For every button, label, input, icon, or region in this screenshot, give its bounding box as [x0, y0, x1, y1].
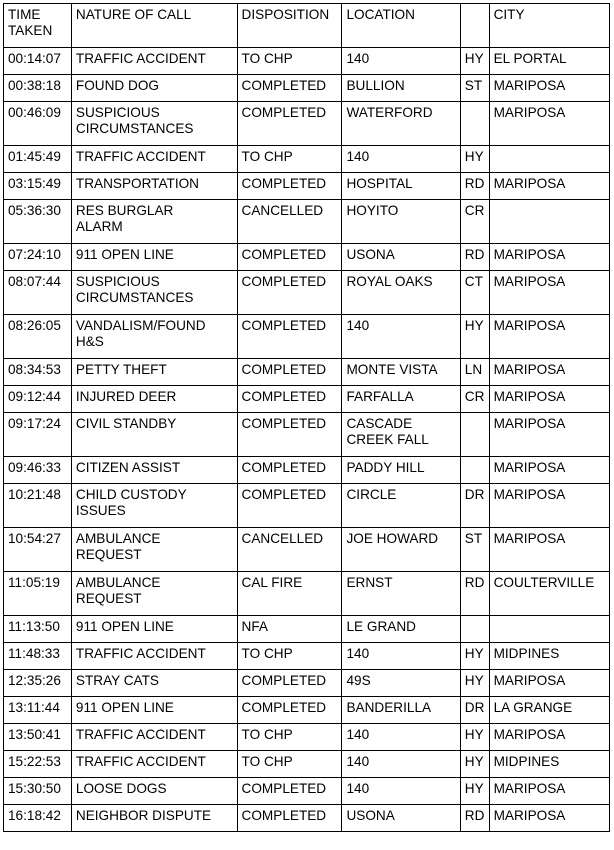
- cell-location: HOSPITAL: [342, 173, 460, 200]
- cell-time-taken: 11:05:19: [4, 572, 72, 616]
- cell-time-taken: 11:48:33: [4, 643, 72, 670]
- cell-time-taken: 12:35:26: [4, 670, 72, 697]
- cell-disposition: TO CHP: [237, 643, 342, 670]
- cell-city: MARIPOSA: [489, 359, 609, 386]
- cell-disposition: COMPLETED: [237, 102, 342, 146]
- cell-city: MARIPOSA: [489, 413, 609, 457]
- cell-location: LE GRAND: [342, 616, 460, 643]
- cell-location: BANDERILLA: [342, 697, 460, 724]
- table-row: [4, 528, 610, 572]
- cell-street-type: ST: [460, 528, 489, 572]
- cell-disposition: TO CHP: [237, 146, 342, 173]
- cell-city: MARIPOSA: [489, 484, 609, 528]
- cell-disposition: TO CHP: [237, 48, 342, 75]
- cell-city: MARIPOSA: [489, 528, 609, 572]
- cell-location: USONA: [342, 244, 460, 271]
- cell-location: 140: [342, 48, 460, 75]
- cell-nature-of-call: TRAFFIC ACCIDENT: [71, 724, 237, 751]
- table-row: [4, 386, 610, 413]
- cell-nature-of-call: LOOSE DOGS: [71, 778, 237, 805]
- cell-time-taken: 08:34:53: [4, 359, 72, 386]
- cell-city: MARIPOSA: [489, 271, 609, 315]
- cell-city: MARIPOSA: [489, 457, 609, 484]
- cell-location: MONTE VISTA: [342, 359, 460, 386]
- cell-location: HOYITO: [342, 200, 460, 244]
- cell-disposition: COMPLETED: [237, 359, 342, 386]
- cell-nature-of-call: 911 OPEN LINE: [71, 697, 237, 724]
- cell-disposition: COMPLETED: [237, 413, 342, 457]
- cell-time-taken: 09:12:44: [4, 386, 72, 413]
- cell-nature-of-call: AMBULANCE REQUEST: [71, 528, 237, 572]
- header-location: LOCATION: [342, 4, 460, 48]
- cell-nature-of-call: SUSPICIOUS CIRCUMSTANCES: [71, 271, 237, 315]
- cell-nature-of-call: PETTY THEFT: [71, 359, 237, 386]
- cell-city: MARIPOSA: [489, 778, 609, 805]
- cell-city: LA GRANGE: [489, 697, 609, 724]
- cell-location: 140: [342, 146, 460, 173]
- cell-disposition: TO CHP: [237, 751, 342, 778]
- cell-location: CASCADE CREEK FALL: [342, 413, 460, 457]
- cell-location: BULLION: [342, 75, 460, 102]
- cell-nature-of-call: CITIZEN ASSIST: [71, 457, 237, 484]
- cell-street-type: CT: [460, 271, 489, 315]
- cell-nature-of-call: TRAFFIC ACCIDENT: [71, 751, 237, 778]
- cell-time-taken: 01:45:49: [4, 146, 72, 173]
- cell-nature-of-call: VANDALISM/FOUND H&S: [71, 315, 237, 359]
- cell-nature-of-call: CHILD CUSTODY ISSUES: [71, 484, 237, 528]
- cell-disposition: TO CHP: [237, 724, 342, 751]
- cell-street-type: HY: [460, 48, 489, 75]
- cell-location: JOE HOWARD: [342, 528, 460, 572]
- table-row: [4, 484, 610, 528]
- table-row: [4, 724, 610, 751]
- cell-disposition: COMPLETED: [237, 697, 342, 724]
- cell-nature-of-call: SUSPICIOUS CIRCUMSTANCES: [71, 102, 237, 146]
- cell-nature-of-call: TRAFFIC ACCIDENT: [71, 146, 237, 173]
- table-row: [4, 805, 610, 832]
- cell-disposition: CANCELLED: [237, 200, 342, 244]
- cell-city: MARIPOSA: [489, 102, 609, 146]
- cell-street-type: HY: [460, 778, 489, 805]
- cell-time-taken: 08:07:44: [4, 271, 72, 315]
- table-row: [4, 670, 610, 697]
- cell-street-type: HY: [460, 670, 489, 697]
- cell-time-taken: 16:18:42: [4, 805, 72, 832]
- cell-location: 49S: [342, 670, 460, 697]
- cell-city: MARIPOSA: [489, 670, 609, 697]
- cell-street-type: LN: [460, 359, 489, 386]
- table-row: [4, 616, 610, 643]
- cell-city: [489, 200, 609, 244]
- table-row: [4, 146, 610, 173]
- header-street-type: [460, 4, 489, 48]
- cell-city: MARIPOSA: [489, 315, 609, 359]
- cell-city: MARIPOSA: [489, 386, 609, 413]
- cell-street-type: RD: [460, 572, 489, 616]
- cell-disposition: CAL FIRE: [237, 572, 342, 616]
- cell-city: MARIPOSA: [489, 173, 609, 200]
- cell-disposition: COMPLETED: [237, 484, 342, 528]
- cell-city: [489, 616, 609, 643]
- header-row: [4, 4, 610, 48]
- cell-city: EL PORTAL: [489, 48, 609, 75]
- cell-street-type: [460, 457, 489, 484]
- header-disposition: DISPOSITION: [237, 4, 342, 48]
- cell-street-type: HY: [460, 643, 489, 670]
- cell-time-taken: 13:50:41: [4, 724, 72, 751]
- table-row: [4, 572, 610, 616]
- cell-disposition: COMPLETED: [237, 670, 342, 697]
- cell-disposition: COMPLETED: [237, 244, 342, 271]
- cell-city: [489, 146, 609, 173]
- cell-disposition: CANCELLED: [237, 528, 342, 572]
- cell-city: MARIPOSA: [489, 75, 609, 102]
- cell-street-type: [460, 102, 489, 146]
- cell-time-taken: 09:17:24: [4, 413, 72, 457]
- header-time-taken: TIME TAKEN: [4, 4, 72, 48]
- cell-nature-of-call: AMBULANCE REQUEST: [71, 572, 237, 616]
- cell-disposition: COMPLETED: [237, 315, 342, 359]
- cell-disposition: COMPLETED: [237, 805, 342, 832]
- cell-street-type: RD: [460, 244, 489, 271]
- table-row: [4, 697, 610, 724]
- cell-nature-of-call: 911 OPEN LINE: [71, 244, 237, 271]
- cell-time-taken: 10:54:27: [4, 528, 72, 572]
- cell-nature-of-call: TRANSPORTATION: [71, 173, 237, 200]
- table-row: [4, 778, 610, 805]
- header-nature-of-call: NATURE OF CALL: [71, 4, 237, 48]
- cell-street-type: [460, 616, 489, 643]
- table-row: [4, 643, 610, 670]
- table-row: [4, 200, 610, 244]
- cell-street-type: ST: [460, 75, 489, 102]
- cell-city: MARIPOSA: [489, 244, 609, 271]
- cell-city: MARIPOSA: [489, 805, 609, 832]
- cell-nature-of-call: 911 OPEN LINE: [71, 616, 237, 643]
- cell-street-type: CR: [460, 386, 489, 413]
- cell-location: 140: [342, 315, 460, 359]
- cell-time-taken: 15:22:53: [4, 751, 72, 778]
- cell-nature-of-call: RES BURGLAR ALARM: [71, 200, 237, 244]
- table-row: [4, 413, 610, 457]
- cell-street-type: HY: [460, 315, 489, 359]
- cell-time-taken: 10:21:48: [4, 484, 72, 528]
- cell-street-type: RD: [460, 173, 489, 200]
- cell-location: USONA: [342, 805, 460, 832]
- cell-location: 140: [342, 643, 460, 670]
- cell-disposition: NFA: [237, 616, 342, 643]
- cell-street-type: HY: [460, 146, 489, 173]
- cell-street-type: DR: [460, 697, 489, 724]
- cell-location: CIRCLE: [342, 484, 460, 528]
- table-row: [4, 48, 610, 75]
- cell-nature-of-call: STRAY CATS: [71, 670, 237, 697]
- call-log-table: [3, 3, 610, 832]
- cell-time-taken: 07:24:10: [4, 244, 72, 271]
- cell-nature-of-call: FOUND DOG: [71, 75, 237, 102]
- cell-street-type: RD: [460, 805, 489, 832]
- cell-nature-of-call: NEIGHBOR DISPUTE: [71, 805, 237, 832]
- cell-disposition: COMPLETED: [237, 271, 342, 315]
- cell-time-taken: 05:36:30: [4, 200, 72, 244]
- cell-street-type: [460, 413, 489, 457]
- cell-time-taken: 08:26:05: [4, 315, 72, 359]
- table-row: [4, 751, 610, 778]
- table-row: [4, 244, 610, 271]
- cell-nature-of-call: INJURED DEER: [71, 386, 237, 413]
- cell-city: MARIPOSA: [489, 724, 609, 751]
- cell-street-type: HY: [460, 724, 489, 751]
- cell-street-type: DR: [460, 484, 489, 528]
- cell-time-taken: 13:11:44: [4, 697, 72, 724]
- cell-city: MIDPINES: [489, 643, 609, 670]
- cell-time-taken: 00:14:07: [4, 48, 72, 75]
- header-city: CITY: [489, 4, 609, 48]
- cell-time-taken: 15:30:50: [4, 778, 72, 805]
- table-row: [4, 315, 610, 359]
- table-row: [4, 173, 610, 200]
- cell-nature-of-call: TRAFFIC ACCIDENT: [71, 48, 237, 75]
- cell-disposition: COMPLETED: [237, 386, 342, 413]
- table-row: [4, 457, 610, 484]
- cell-city: COULTERVILLE: [489, 572, 609, 616]
- cell-time-taken: 11:13:50: [4, 616, 72, 643]
- cell-time-taken: 00:46:09: [4, 102, 72, 146]
- cell-location: WATERFORD: [342, 102, 460, 146]
- cell-disposition: COMPLETED: [237, 75, 342, 102]
- cell-disposition: COMPLETED: [237, 457, 342, 484]
- cell-city: MIDPINES: [489, 751, 609, 778]
- cell-location: ROYAL OAKS: [342, 271, 460, 315]
- cell-time-taken: 03:15:49: [4, 173, 72, 200]
- cell-time-taken: 00:38:18: [4, 75, 72, 102]
- cell-street-type: CR: [460, 200, 489, 244]
- cell-time-taken: 09:46:33: [4, 457, 72, 484]
- cell-location: PADDY HILL: [342, 457, 460, 484]
- table-row: [4, 75, 610, 102]
- cell-disposition: COMPLETED: [237, 173, 342, 200]
- call-log-body: [4, 4, 610, 832]
- cell-street-type: HY: [460, 751, 489, 778]
- cell-nature-of-call: CIVIL STANDBY: [71, 413, 237, 457]
- cell-location: 140: [342, 778, 460, 805]
- cell-nature-of-call: TRAFFIC ACCIDENT: [71, 643, 237, 670]
- cell-location: FARFALLA: [342, 386, 460, 413]
- cell-disposition: COMPLETED: [237, 778, 342, 805]
- table-row: [4, 271, 610, 315]
- table-row: [4, 359, 610, 386]
- table-row: [4, 102, 610, 146]
- cell-location: ERNST: [342, 572, 460, 616]
- cell-location: 140: [342, 751, 460, 778]
- cell-location: 140: [342, 724, 460, 751]
